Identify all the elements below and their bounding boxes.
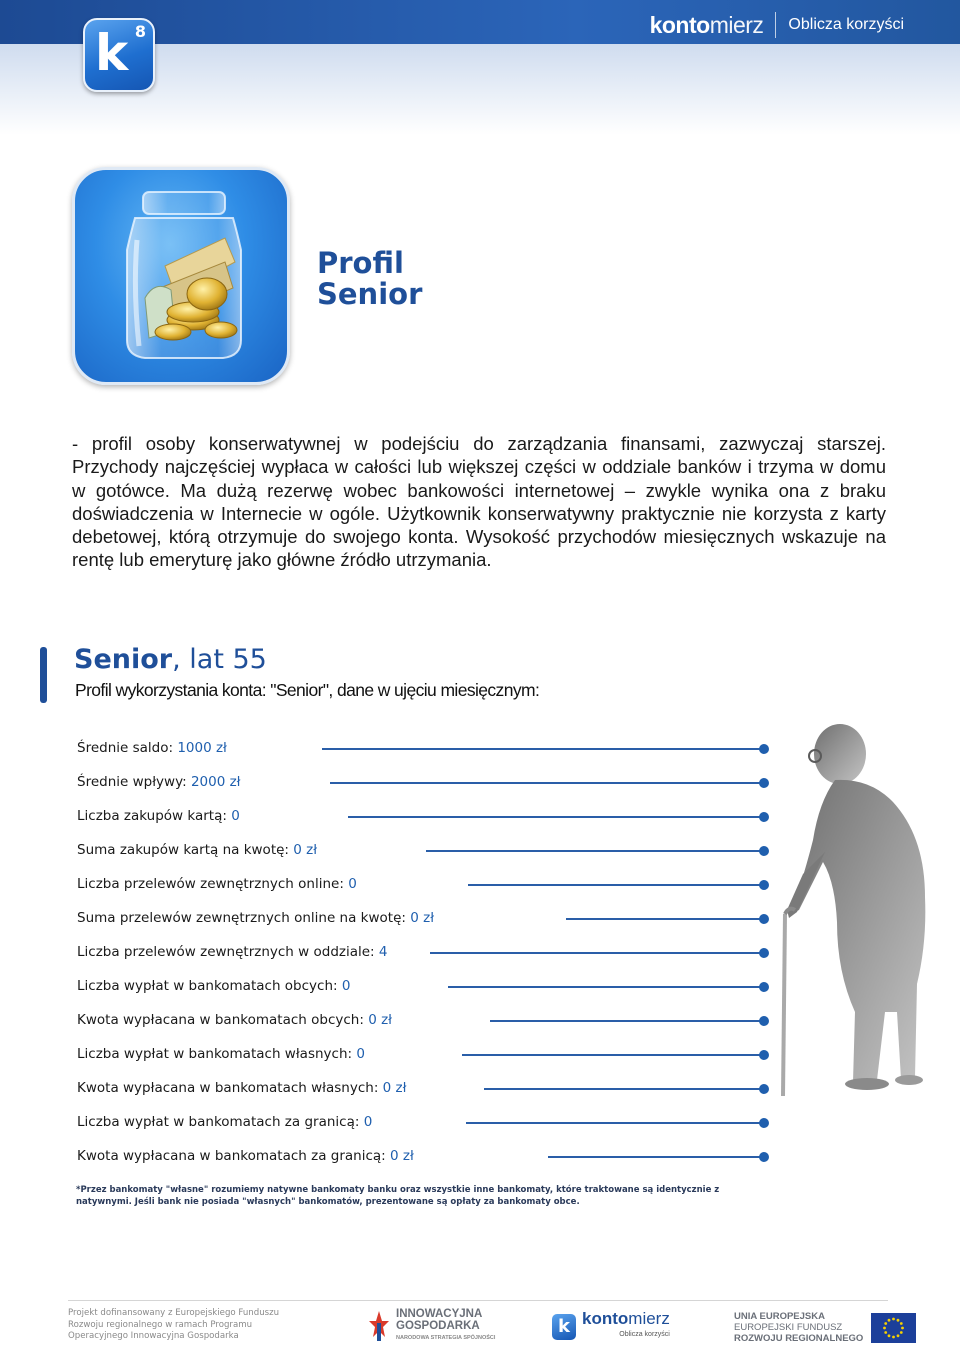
stat-value: 0	[363, 1114, 373, 1130]
stat-leader-line	[448, 986, 764, 988]
brand-bold: konto	[649, 11, 710, 38]
brand-divider	[775, 12, 776, 38]
ig-line2: GOSPODARKA	[396, 1320, 480, 1332]
page-header	[0, 0, 960, 135]
ue-text	[734, 1311, 863, 1344]
stat-dot	[759, 914, 769, 924]
innowacyjna-gospodarka-logo	[368, 1308, 495, 1344]
stat-value: 0	[348, 876, 357, 892]
stat-dot	[759, 1152, 769, 1162]
eu-star	[892, 1317, 895, 1320]
stat-dot	[759, 982, 769, 992]
stat-leader-line	[330, 782, 764, 784]
stat-dot	[759, 846, 769, 856]
stat-label: Średnie wpływy:	[77, 774, 191, 790]
footer-divider	[68, 1300, 888, 1301]
kontomierz-k-icon	[83, 18, 155, 92]
funding-note: Projekt dofinansowany z Europejskiego Funduszu Rozwoju regionalnego w ramach Programu Operacyjnego Innowacyjna Gospodarka	[68, 1308, 280, 1341]
ig-line1: INNOWACYJNA	[396, 1308, 483, 1320]
stat-dot	[759, 1084, 769, 1094]
stat-value: 4	[378, 944, 388, 960]
eu-star	[885, 1331, 888, 1334]
stat-row	[77, 1080, 406, 1100]
stat-dot	[759, 880, 769, 890]
eu-logo	[734, 1311, 916, 1344]
stat-value: 1000 zł	[177, 740, 227, 756]
stat-leader-line	[430, 952, 764, 954]
profile-title-line2: Senior	[317, 277, 423, 311]
stat-row	[77, 910, 434, 930]
stat-label: Kwota wypłacana w bankomatach własnych:	[77, 1080, 383, 1096]
section-accent-bar	[40, 647, 47, 703]
stat-leader-line	[466, 1122, 764, 1124]
stat-leader-line	[490, 1020, 764, 1022]
stat-row	[77, 1148, 414, 1168]
brand-name	[650, 12, 764, 39]
stat-row	[77, 842, 317, 862]
stat-label: Kwota wypłacana w bankomatach obcych:	[77, 1012, 369, 1028]
stat-row	[77, 774, 241, 794]
stat-label: Liczba zakupów kartą:	[77, 808, 232, 824]
ue-line1: UNIA EUROPEJSKA	[734, 1311, 825, 1322]
stat-leader-line	[426, 850, 764, 852]
stat-row	[77, 944, 388, 964]
brand-tagline: Oblicza korzyści	[788, 16, 904, 33]
eu-star	[888, 1318, 891, 1321]
logo-letter: k	[95, 24, 129, 82]
stat-leader-line	[348, 816, 764, 818]
stat-dot	[759, 1016, 769, 1026]
elderly-person-with-cane-icon	[775, 722, 945, 1102]
stat-label: Liczba wypłat w bankomatach za granicą:	[77, 1114, 364, 1130]
stat-value: 0 zł	[382, 1080, 407, 1096]
stat-row	[77, 808, 240, 828]
stat-leader-line	[548, 1156, 764, 1158]
eu-flag-icon	[871, 1313, 916, 1343]
stat-label: Liczba wypłat w bankomatach własnych:	[77, 1046, 357, 1062]
eu-star	[883, 1326, 886, 1329]
profile-description: - profil osoby konserwatywnej w podejściu do zarządzania finansami, zazwyczaj starszej. Przychody najczęściej wypłaca w całości lub większej części w oddziale banków i trzyma w domu w gotówce. Ma dużą rezerwę wobec bankowości internetowej – zwykle wynika ona z braku doświadczenia w Internecie w ogóle. Użytkownik konserwatywny praktycznie nie korzysta z karty debetowej, którą otrzymuje do swojego konta. Wysokość przychodów miesięcznych wskazuje na rentę lub emeryturę jako główne źródło utrzymania.	[72, 433, 886, 571]
eu-star	[888, 1334, 891, 1337]
km-light: mierz	[628, 1309, 670, 1328]
section-heading-bold: Senior	[74, 644, 173, 675]
section-heading	[74, 644, 267, 675]
stat-value: 0	[356, 1046, 365, 1062]
eu-star	[900, 1322, 903, 1325]
eu-star	[901, 1326, 904, 1329]
stat-dot	[759, 1050, 769, 1060]
stat-row	[77, 1012, 392, 1032]
section-subheading: Profil wykorzystania konta: "Senior", dane w ujęciu miesięcznym:	[75, 680, 540, 700]
eu-star	[885, 1322, 888, 1325]
stat-leader-line	[484, 1088, 764, 1090]
eu-star	[897, 1334, 900, 1337]
ig-sub: NARODOWA STRATEGIA SPÓJNOŚCI	[396, 1335, 496, 1341]
km-k-icon: k	[552, 1314, 576, 1340]
profile-title	[317, 248, 422, 310]
footnote: *Przez bankomaty "własne" rozumiemy natywne bankomaty banku oraz wszystkie inne bankomaty, które traktowane są identycznie z natywnymi. Jeśli bank nie posiada "własnych" bankomatów, prezentowane są opłaty za bankomaty obce.	[76, 1185, 720, 1207]
profile-title-line1: Profil	[317, 246, 404, 280]
stat-label: Średnie saldo:	[77, 740, 178, 756]
kontomierz-footer-logo	[552, 1311, 670, 1343]
stat-value: 0	[341, 978, 351, 994]
stat-row	[77, 978, 350, 998]
stat-value: 0 zł	[293, 842, 318, 858]
stat-leader-line	[566, 918, 764, 920]
section-heading-rest: , lat 55	[172, 644, 267, 675]
brand	[650, 10, 904, 40]
stat-dot	[759, 744, 769, 754]
stat-leader-line	[468, 884, 764, 886]
stat-value: 0 zł	[390, 1148, 414, 1164]
stat-row	[77, 876, 357, 896]
stat-value: 0 zł	[410, 910, 435, 926]
ue-line3: ROZWOJU REGIONALNEGO	[734, 1333, 864, 1344]
money-jar-icon	[72, 167, 290, 385]
ig-star-icon	[368, 1309, 390, 1343]
eu-star	[892, 1335, 895, 1338]
eu-star	[900, 1331, 903, 1334]
km-bold: konto	[582, 1309, 629, 1328]
stat-value: 0 zł	[368, 1012, 392, 1028]
stat-dot	[759, 812, 769, 822]
stat-value: 0	[231, 808, 240, 824]
stat-row	[77, 1046, 365, 1066]
stat-label: Liczba przelewów zewnętrznych w oddziale:	[77, 944, 379, 960]
stat-leader-line	[322, 748, 764, 750]
stat-dot	[759, 1118, 769, 1128]
stat-value: 2000 zł	[190, 774, 241, 790]
stat-dot	[759, 948, 769, 958]
brand-light: mierz	[709, 11, 764, 38]
stat-label: Liczba wypłat w bankomatach obcych:	[77, 978, 342, 994]
km-tag: Oblicza korzyści	[619, 1331, 670, 1338]
logo-superscript: 8	[134, 22, 146, 41]
stat-dot	[759, 778, 769, 788]
ue-line2: EUROPEJSKI FUNDUSZ	[734, 1322, 843, 1333]
stat-label: Suma przelewów zewnętrznych online na kwotę:	[77, 910, 411, 926]
stat-leader-line	[462, 1054, 764, 1056]
ig-text	[396, 1308, 495, 1344]
jar-illustration	[75, 170, 287, 382]
eu-star	[897, 1318, 900, 1321]
stat-label: Liczba przelewów zewnętrznych online:	[77, 876, 349, 892]
stat-row	[77, 1114, 372, 1134]
stat-row	[77, 740, 227, 760]
stat-label: Kwota wypłacana w bankomatach za granicą:	[77, 1148, 391, 1164]
km-text	[582, 1311, 670, 1343]
stat-label: Suma zakupów kartą na kwotę:	[77, 842, 294, 858]
